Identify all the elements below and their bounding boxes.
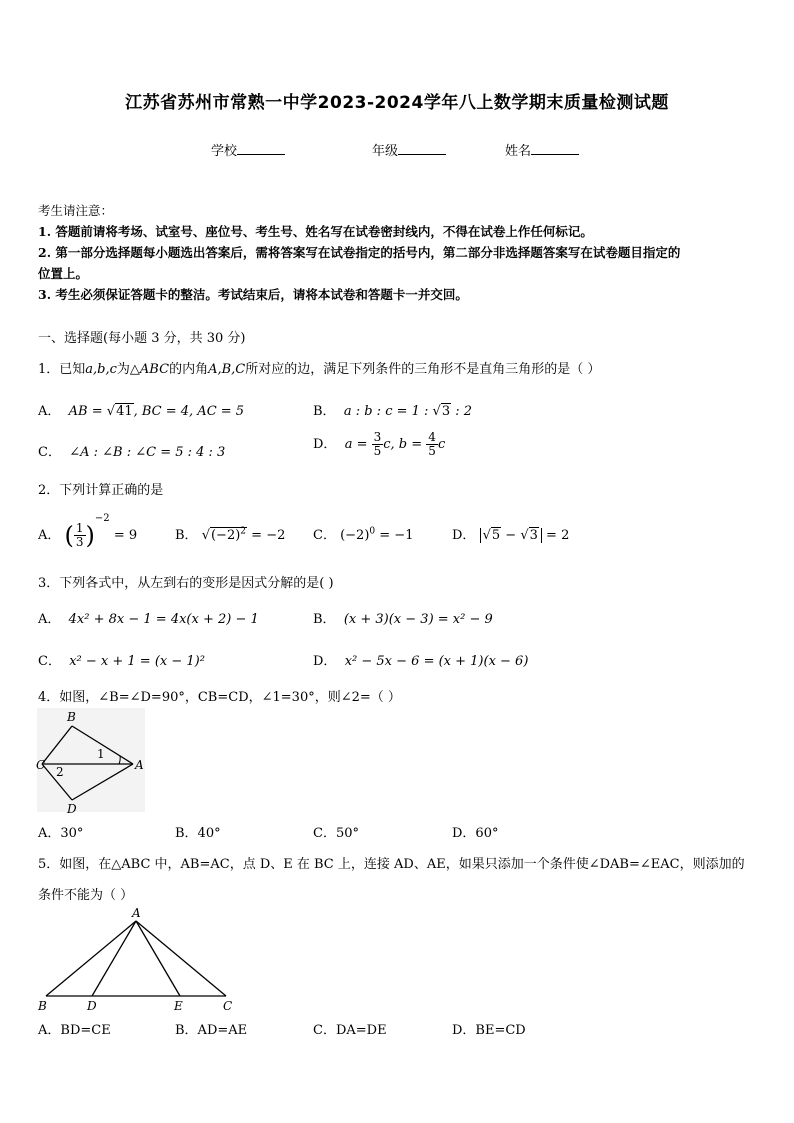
option-label: A． [38,404,61,419]
angle-1-label: 1 [97,747,105,761]
fraction [74,522,86,549]
grade-label: 年级 [372,144,399,159]
option-math: x² − x + 1 = (x − 1)² [69,654,205,669]
q4-option-b[interactable]: B．40° [175,826,221,841]
option-math: c [437,437,446,452]
q1-text: 1．已知 [38,362,86,377]
fraction-numerator: 1 [75,521,84,535]
q5-option-c[interactable]: C．DA=DE [313,1023,387,1038]
option-math: AB = [68,404,107,419]
option-label: B． [175,528,198,543]
option-label: D． [313,437,337,452]
grade-blank [398,143,446,155]
q4-option-d[interactable]: D．60° [452,826,499,841]
option-label: C． [313,528,336,543]
option-label: C． [38,445,61,460]
page-title: 江苏省苏州市常熟一中学2023-2024学年八上数学期末质量检测试题 [125,93,669,113]
option-label: A． [38,528,61,543]
point-b-label: B [67,710,76,724]
option-math: 3 [529,528,538,543]
q4-figure [34,706,150,816]
option-math: (−2) [210,528,241,543]
option-math: (x + 3)(x − 3) = x² − 9 [343,612,493,627]
option-label: B． [313,404,336,419]
question-1-stem [38,358,600,377]
fraction-denominator: 5 [373,444,382,458]
q2-option-c[interactable] [313,524,413,543]
option-label: C． [38,654,61,669]
notice-item-3: 3. 考生必须保证答题卡的整洁。考试结束后，请将本试卷和答题卡一并交回。 [38,287,468,302]
segment-ab [46,921,136,996]
notice-heading: 考生请注意： [38,203,114,218]
q3-option-b[interactable] [313,608,493,627]
notice-item-2-cont: 位置上。 [38,266,89,281]
exponent: 2 [240,526,247,537]
option-label: D． [313,654,337,669]
q1-math-angles: A,B,C [208,362,246,377]
exponent: −2 [94,513,110,524]
fraction-numerator: 4 [428,430,436,444]
q1-text: 为 [116,362,130,377]
exponent: 0 [369,526,376,537]
q3-option-d[interactable] [313,650,528,669]
option-label: D． [452,528,476,543]
option-math: 3 [441,404,451,419]
point-c-label: C [36,758,46,772]
option-label: B． [313,612,336,627]
fraction [372,431,384,458]
q4-option-a[interactable]: A．30° [38,826,84,841]
point-e-label: E [174,999,183,1013]
notice-item-2: 2. 第一部分选择题每小题选出答案后，需将答案写在试卷指定的括号内，第二部分非选择题答案写在试卷题目指定的 [38,245,681,260]
figure-background [37,708,145,812]
fraction [426,431,438,458]
grade-field [372,140,446,159]
option-label: A． [38,612,61,627]
question-2-stem: 2．下列计算正确的是 [38,483,164,498]
q3-option-a[interactable] [38,608,259,627]
option-math: − [501,528,521,543]
name-label: 姓名 [505,144,532,159]
point-d-label: D [87,999,97,1013]
option-math: a : b : c = 1 : [343,404,433,419]
option-math: ∠A : ∠B : ∠C = 5 : 4 : 3 [69,445,226,460]
option-math: (−2) [340,528,370,543]
option-math: = 9 [113,528,138,543]
q5-option-b[interactable]: B．AD=AE [175,1023,248,1038]
option-math: 41 [116,404,133,419]
notice-item-1: 1. 答题前请将考场、试室号、座位号、考生号、姓名写在试卷密封线内，不得在试卷上作任何标记。 [38,224,593,239]
point-a-label: A [132,906,141,920]
point-b-label: B [38,999,47,1013]
section-heading: 一、选择题(每小题 3 分，共 30 分) [38,331,246,346]
segment-ae [136,921,180,996]
q5-option-d[interactable]: D．BE=CD [452,1023,526,1038]
question-5-stem: 5．如图，在△ABC 中，AB=AC，点 D、E 在 BC 上，连接 AD、AE，如果只添加一个条件使∠DAB=∠EAC，则添加的 [38,857,745,872]
fraction-numerator: 3 [373,430,382,444]
segment-ac [136,921,226,996]
option-math: 5 [491,528,501,543]
q5-option-a[interactable]: A．BD=CE [38,1023,111,1038]
q1-option-a[interactable]: A． AB = √41, BC = 4, AC = 5 [38,404,245,419]
question-3-stem: 3．下列各式中，从左到右的变形是因式分解的是( ) [38,576,334,591]
q2-option-a[interactable]: A． ( $\frac{1}{3}$ )$^{-2}$ = 9 [38,513,138,550]
q1-math-triangle: △ABC [129,362,170,377]
fraction-denominator: 3 [75,535,84,549]
school-blank [237,143,285,155]
q1-option-b[interactable]: B． a : b : c = 1 : √3 : 2 [313,404,473,419]
question-5-stem-cont: 条件不能为（ ） [38,888,134,903]
option-math: = 2 [541,528,570,543]
option-math: a = [344,437,372,452]
option-math: c, b = [383,437,427,452]
option-math: = −1 [379,528,414,543]
school-label: 学校 [211,144,238,159]
q2-option-b[interactable]: B． $√(-2)^2 = -2$ [175,526,286,543]
q3-option-c[interactable] [38,650,205,669]
school-field [211,140,285,159]
option-math: 4x² + 8x − 1 = 4x(x + 2) − 1 [68,612,259,627]
point-d-label: D [67,802,77,816]
q2-option-d[interactable]: D． √5 − √3 = 2 [452,528,570,543]
q1-text: 的内角 [169,362,209,377]
name-field [505,140,579,159]
q4-option-c[interactable]: C．50° [313,826,359,841]
point-a-label: A [135,758,144,772]
question-4-stem: 4．如图，∠B=∠D=90°，CB=CD，∠1=30°，则∠2=（ ） [38,690,401,705]
segment-ad [92,921,136,996]
q1-option-c[interactable] [38,441,225,460]
angle-2-label: 2 [56,765,64,779]
q1-option-d[interactable] [313,431,445,458]
option-math: , BC = 4, AC = 5 [133,404,245,419]
option-math: : 2 [451,404,473,419]
point-c-label: C [223,999,233,1013]
option-math: = −2 [251,528,286,543]
name-blank [531,143,579,155]
fraction-denominator: 5 [428,444,436,458]
q1-text: 所对应的边，满足下列条件的三角形不是直角三角形的是（ ） [245,362,601,377]
option-math: x² − 5x − 6 = (x + 1)(x − 6) [344,654,529,669]
q1-math-abc: a,b,c [85,362,117,377]
q5-figure [32,904,242,1014]
